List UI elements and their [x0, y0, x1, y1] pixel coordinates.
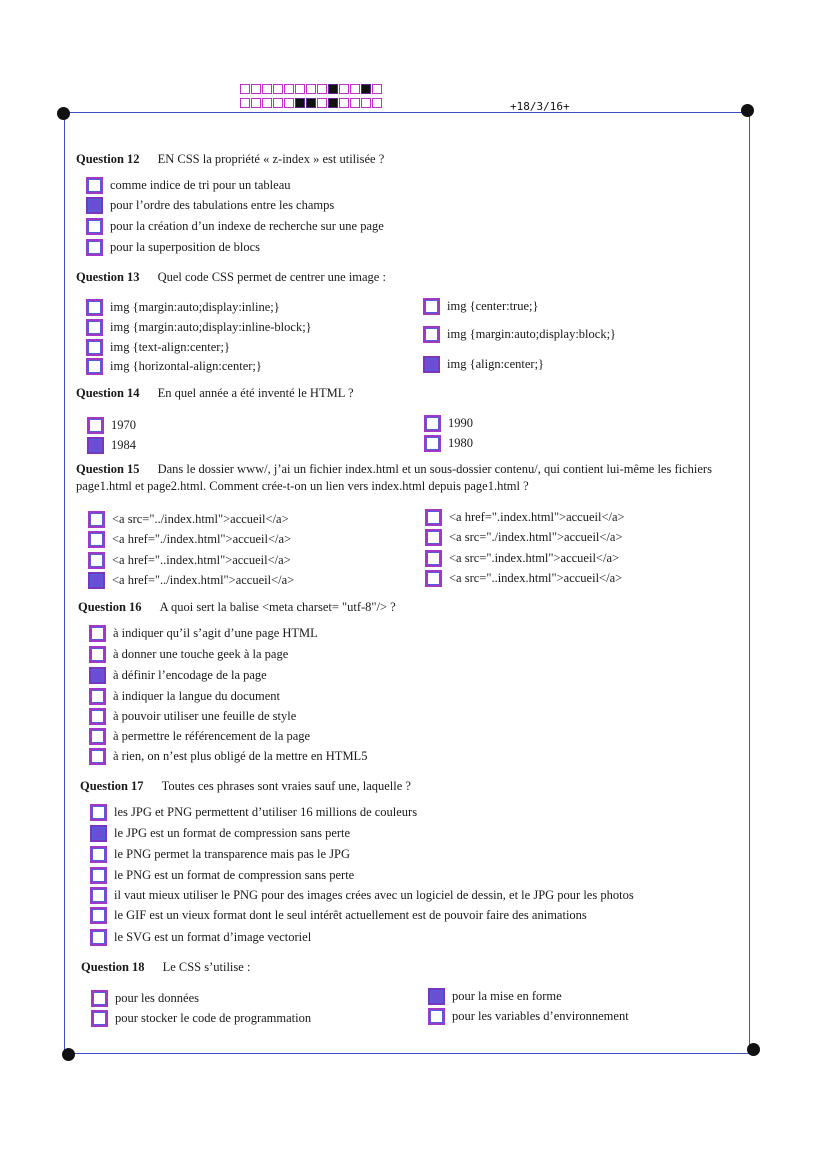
checkbox[interactable] — [86, 358, 103, 375]
barcode-cell — [295, 84, 305, 94]
option-label: le PNG est un format de compression sans perte — [114, 868, 355, 882]
barcode-cell — [240, 84, 250, 94]
option[interactable] — [89, 646, 288, 663]
option[interactable] — [86, 339, 230, 356]
option[interactable] — [89, 748, 367, 765]
question-17-title — [80, 779, 411, 794]
checkbox[interactable] — [86, 339, 103, 356]
option-label: il vaut mieux utiliser le PNG pour des images crées avec un logiciel de dessin, et le JPG pour les photos — [114, 888, 634, 902]
option[interactable] — [88, 552, 291, 569]
option-label: pour les variables d’environnement — [452, 1009, 629, 1023]
option[interactable] — [91, 990, 199, 1007]
question-label: Question 13 — [76, 270, 140, 284]
checkbox[interactable] — [90, 907, 107, 924]
checkbox[interactable] — [86, 319, 103, 336]
option[interactable] — [86, 239, 260, 256]
option[interactable] — [424, 435, 473, 452]
option-label: 1990 — [448, 416, 473, 430]
option[interactable] — [86, 299, 280, 316]
barcode-cell — [284, 98, 294, 108]
option-label: <a src=".index.html">accueil</a> — [449, 551, 620, 565]
checkbox[interactable] — [90, 929, 107, 946]
checkbox[interactable] — [90, 804, 107, 821]
option[interactable] — [423, 356, 544, 373]
option-label: <a src="..index.html">accueil</a> — [449, 571, 623, 585]
checkbox[interactable] — [89, 688, 106, 705]
question-16-title — [78, 600, 396, 615]
registration-mark-top-right — [741, 104, 754, 117]
barcode-cell — [350, 98, 360, 108]
option-label: à donner une touche geek à la page — [113, 647, 289, 661]
barcode-cell — [350, 84, 360, 94]
question-label: Question 16 — [78, 600, 142, 614]
option[interactable] — [90, 825, 350, 842]
barcode-cell — [306, 98, 316, 108]
option-label: pour stocker le code de programmation — [115, 1011, 312, 1025]
checkbox[interactable] — [89, 748, 106, 765]
option[interactable] — [423, 298, 538, 315]
option[interactable] — [89, 708, 296, 725]
option[interactable] — [424, 415, 473, 432]
option[interactable] — [90, 929, 311, 946]
barcode-cell — [262, 84, 272, 94]
checkbox-checked[interactable] — [423, 356, 440, 373]
barcode-cell — [295, 98, 305, 108]
question-label: Question 15 — [76, 462, 140, 476]
barcode-cell — [328, 98, 338, 108]
option[interactable] — [90, 846, 350, 863]
checkbox[interactable] — [89, 728, 106, 745]
option-label: le JPG est un format de compression sans perte — [114, 826, 351, 840]
barcode-cell — [372, 98, 382, 108]
question-13-title — [76, 270, 386, 285]
option-label: img {horizontal-align:center;} — [110, 359, 262, 373]
barcode-cell — [284, 84, 294, 94]
registration-mark-bottom-right — [747, 1043, 760, 1056]
question-18-title — [81, 960, 250, 975]
barcode-cell — [306, 84, 316, 94]
option-label: <a href="../index.html">accueil</a> — [112, 573, 295, 587]
option-label: 1984 — [111, 438, 136, 452]
option-label: à pouvoir utiliser une feuille de style — [113, 709, 297, 723]
barcode-row-1 — [240, 84, 382, 94]
question-text: Le CSS s’utilise : — [162, 960, 251, 974]
option[interactable] — [86, 177, 291, 194]
question-14-title — [76, 386, 354, 401]
option-label: 1980 — [448, 436, 473, 450]
barcode-cell — [251, 98, 261, 108]
checkbox[interactable] — [90, 887, 107, 904]
option-label: img {text-align:center;} — [110, 340, 230, 354]
option-label: le SVG est un format d’image vectoriel — [114, 930, 312, 944]
option-label: img {margin:auto;display:inline-block;} — [110, 320, 312, 334]
option[interactable] — [89, 688, 280, 705]
checkbox[interactable] — [425, 550, 442, 567]
option[interactable] — [90, 887, 634, 904]
question-text: A quoi sert la balise <meta charset= "utf-8"/> ? — [159, 600, 396, 614]
option[interactable] — [90, 907, 587, 924]
option[interactable] — [425, 529, 623, 546]
barcode-cell — [361, 98, 371, 108]
checkbox[interactable] — [90, 867, 107, 884]
option[interactable] — [428, 1008, 629, 1025]
checkbox[interactable] — [428, 1008, 445, 1025]
option-label: <a src="../index.html">accueil</a> — [112, 512, 289, 526]
option[interactable] — [425, 570, 622, 587]
option-label: <a src="./index.html">accueil</a> — [449, 530, 623, 544]
checkbox[interactable] — [425, 570, 442, 587]
option[interactable] — [90, 804, 417, 821]
option-label: pour l’ordre des tabulations entre les champs — [110, 198, 335, 212]
option[interactable] — [86, 319, 312, 336]
question-label: Question 14 — [76, 386, 140, 400]
checkbox[interactable] — [425, 509, 442, 526]
question-text: Toutes ces phrases sont vraies sauf une, laquelle ? — [161, 779, 411, 793]
option-label: <a href="..index.html">accueil</a> — [112, 553, 291, 567]
checkbox-checked[interactable] — [428, 988, 445, 1005]
checkbox[interactable] — [88, 511, 105, 528]
option-label: les JPG et PNG permettent d’utiliser 16 millions de couleurs — [114, 805, 418, 819]
option-label: pour la création d’un indexe de recherche sur une page — [110, 219, 384, 233]
checkbox[interactable] — [90, 846, 107, 863]
checkbox[interactable] — [91, 990, 108, 1007]
barcode-cell — [339, 84, 349, 94]
barcode-cell — [372, 84, 382, 94]
checkbox[interactable] — [86, 218, 103, 235]
option-label: à indiquer qu’il s’agit d’une page HTML — [113, 626, 318, 640]
option-label: img {margin:auto;display:block;} — [447, 327, 617, 341]
option[interactable] — [423, 326, 616, 343]
option[interactable] — [90, 867, 354, 884]
barcode-cell — [317, 98, 327, 108]
checkbox-checked[interactable] — [89, 667, 106, 684]
checkbox[interactable] — [88, 552, 105, 569]
checkbox[interactable] — [423, 298, 440, 315]
barcode-cell — [273, 84, 283, 94]
option[interactable] — [89, 728, 310, 745]
checkbox[interactable] — [89, 646, 106, 663]
registration-mark-top-left — [57, 107, 70, 120]
option-label: <a href="./index.html">accueil</a> — [112, 532, 292, 546]
barcode-cell — [262, 98, 272, 108]
question-text: En quel année a été inventé le HTML ? — [157, 386, 354, 400]
option-label: à rien, on n’est plus obligé de la mettre en HTML5 — [113, 749, 368, 763]
option-label: le GIF est un vieux format dont le seul intérêt actuellement est de pouvoir faire des animations — [114, 908, 587, 922]
barcode-cell — [251, 84, 261, 94]
checkbox[interactable] — [425, 529, 442, 546]
checkbox[interactable] — [424, 435, 441, 452]
option-label: comme indice de tri pour un tableau — [110, 178, 291, 192]
option[interactable] — [91, 1010, 311, 1027]
option[interactable] — [89, 625, 318, 642]
option[interactable] — [87, 437, 136, 454]
question-label: Question 18 — [81, 960, 145, 974]
sheet-id: +18/3/16+ — [510, 100, 570, 113]
option[interactable] — [428, 988, 562, 1005]
question-12-title — [76, 152, 384, 167]
option[interactable] — [88, 511, 289, 528]
checkbox[interactable] — [89, 625, 106, 642]
checkbox-checked[interactable] — [88, 572, 105, 589]
checkbox[interactable] — [86, 299, 103, 316]
option-label: 1970 — [111, 418, 136, 432]
question-15-title — [76, 461, 744, 495]
option-label: img {align:center;} — [447, 357, 545, 371]
checkbox-checked[interactable] — [90, 825, 107, 842]
option-label: <a href=".index.html">accueil</a> — [449, 510, 625, 524]
option[interactable] — [86, 218, 384, 235]
option-label: à définir l’encodage de la page — [113, 668, 267, 682]
option-label: à permettre le référencement de la page — [113, 729, 311, 743]
question-label: Question 12 — [76, 152, 140, 166]
question-text: EN CSS la propriété « z-index » est utilisée ? — [157, 152, 385, 166]
option[interactable] — [87, 417, 136, 434]
checkbox[interactable] — [423, 326, 440, 343]
option-label: le PNG permet la transparence mais pas le JPG — [114, 847, 351, 861]
barcode-cell — [273, 98, 283, 108]
option[interactable] — [425, 550, 619, 567]
barcode-cell — [339, 98, 349, 108]
option[interactable] — [86, 197, 334, 214]
option[interactable] — [89, 667, 267, 684]
option-label: img {center:true;} — [447, 299, 539, 313]
registration-mark-bottom-left — [62, 1048, 75, 1061]
barcode-cell — [328, 84, 338, 94]
option-label: pour la superposition de blocs — [110, 240, 260, 254]
checkbox-checked[interactable] — [87, 437, 104, 454]
barcode-cell — [240, 98, 250, 108]
checkbox-checked[interactable] — [86, 197, 103, 214]
barcode-cell — [317, 84, 327, 94]
option[interactable] — [88, 572, 294, 589]
question-text: Dans le dossier www/, j’ai un fichier index.html et un sous-dossier contenu/, qui contient lui-même les fichiers page1.html et page2.html. Comment crée-t-on un lien vers index.html depuis page1.html ? — [76, 462, 712, 493]
option-label: img {margin:auto;display:inline;} — [110, 300, 280, 314]
option[interactable] — [425, 509, 625, 526]
barcode-cell — [361, 84, 371, 94]
checkbox[interactable] — [424, 415, 441, 432]
question-label: Question 17 — [80, 779, 144, 793]
option-label: à indiquer la langue du document — [113, 689, 280, 703]
option-label: pour les données — [115, 991, 200, 1005]
checkbox[interactable] — [87, 417, 104, 434]
checkbox[interactable] — [91, 1010, 108, 1027]
option[interactable] — [88, 531, 291, 548]
option-label: pour la mise en forme — [452, 989, 562, 1003]
checkbox[interactable] — [86, 177, 103, 194]
checkbox[interactable] — [88, 531, 105, 548]
checkbox[interactable] — [89, 708, 106, 725]
barcode-row-2 — [240, 98, 382, 108]
option[interactable] — [86, 358, 262, 375]
question-text: Quel code CSS permet de centrer une image : — [157, 270, 386, 284]
checkbox[interactable] — [86, 239, 103, 256]
